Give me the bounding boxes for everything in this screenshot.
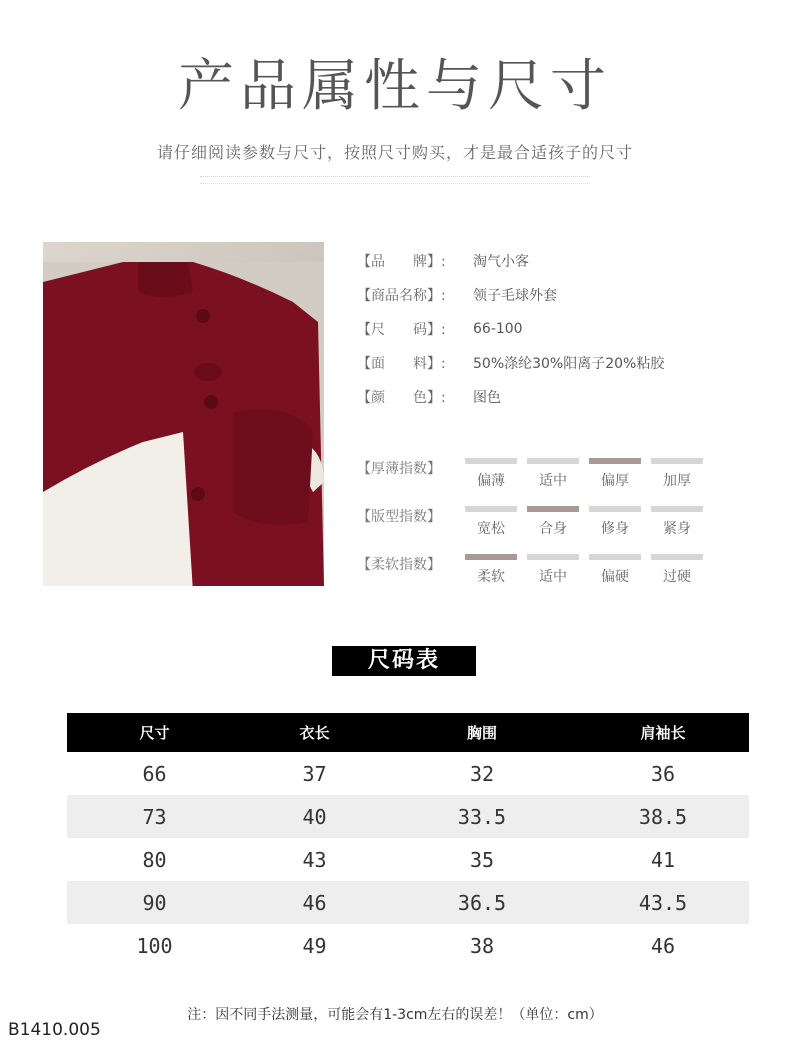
index-option — [527, 554, 579, 586]
size-table — [67, 713, 749, 967]
divider — [200, 176, 590, 184]
size-table-title: 尺码表 — [332, 646, 476, 676]
index-bar — [651, 458, 703, 464]
table-cell: 38 — [469, 933, 495, 958]
table-cell: 36 — [650, 761, 676, 786]
index-bar — [527, 506, 579, 512]
table-cell: 100 — [136, 933, 173, 958]
column-header: 衣长 — [299, 724, 330, 742]
table-cell: 90 — [142, 890, 167, 915]
index-option-label: 柔软 — [477, 569, 505, 585]
table-cell: 35 — [469, 847, 495, 872]
index-option-label: 偏硬 — [601, 569, 629, 585]
table-cell: 33.5 — [457, 804, 507, 829]
index-option-label: 适中 — [539, 569, 567, 585]
attribute-row — [357, 312, 664, 346]
table-cell: 80 — [142, 847, 167, 872]
index-option — [465, 458, 517, 490]
attribute-row — [357, 346, 664, 380]
index-bar — [651, 554, 703, 560]
table-row — [67, 795, 749, 838]
index-option-label: 合身 — [539, 521, 567, 537]
page-title: 产品属性与尺寸 — [178, 54, 612, 119]
attribute-key: 【颜 色】: — [357, 390, 446, 406]
index-bar — [589, 554, 641, 560]
index-option-label: 偏薄 — [477, 473, 505, 489]
index-bar — [589, 458, 641, 464]
measurement-note: 注：因不同手法测量，可能会有1-3cm左右的误差！（单位：cm） — [187, 1007, 603, 1023]
attribute-value: 66-100 — [473, 321, 523, 337]
attribute-key: 【品 牌】: — [357, 254, 446, 270]
index-bar — [465, 506, 517, 512]
page-subtitle: 请仔细阅读参数与尺寸，按照尺寸购买，才是最合适孩子的尺寸 — [156, 143, 633, 162]
attribute-value: 50%涤纶30%阳离子20%粘胶 — [473, 356, 665, 372]
table-row — [67, 752, 749, 795]
attribute-key: 【尺 码】: — [357, 322, 446, 338]
index-option-label: 偏厚 — [601, 473, 629, 489]
table-cell: 43.5 — [638, 890, 688, 915]
table-row — [67, 838, 749, 881]
table-cell: 41 — [650, 847, 676, 872]
column-header: 肩袖长 — [640, 724, 686, 742]
index-label: 【厚薄指数】 — [357, 461, 441, 477]
column-header: 胸围 — [466, 724, 497, 742]
index-label: 【柔软指数】 — [357, 557, 441, 573]
index-option — [465, 506, 517, 538]
index-option-label: 紧身 — [663, 521, 691, 537]
attribute-row — [357, 380, 664, 414]
index-option — [651, 554, 703, 586]
table-cell: 46 — [302, 890, 327, 915]
attribute-key: 【商品名称】: — [357, 288, 446, 304]
index-bar — [465, 458, 517, 464]
attribute-value: 淘气小客 — [473, 254, 529, 270]
table-cell: 36.5 — [457, 890, 507, 915]
attribute-value: 图色 — [473, 390, 501, 406]
index-option — [527, 506, 579, 538]
table-row — [67, 924, 749, 967]
table-cell: 43 — [302, 847, 327, 872]
index-option-label: 过硬 — [663, 569, 691, 585]
index-bar — [589, 506, 641, 512]
jacket-illustration — [43, 262, 324, 586]
table-cell: 32 — [469, 761, 495, 786]
product-photo — [43, 242, 324, 586]
table-cell: 37 — [302, 761, 327, 786]
table-cell: 46 — [650, 933, 676, 958]
index-option-label: 宽松 — [477, 521, 505, 537]
index-option — [651, 458, 703, 490]
index-label: 【版型指数】 — [357, 509, 441, 525]
table-cell: 40 — [302, 804, 327, 829]
column-header: 尺寸 — [139, 724, 170, 742]
index-option-label: 适中 — [539, 473, 567, 489]
index-option — [465, 554, 517, 586]
index-option — [651, 506, 703, 538]
index-bar — [465, 554, 517, 560]
attribute-row — [357, 244, 664, 278]
attribute-list — [357, 244, 664, 414]
index-option-label: 加厚 — [663, 473, 691, 489]
index-option-label: 修身 — [601, 521, 629, 537]
table-row — [67, 881, 749, 924]
index-option — [527, 458, 579, 490]
index-bar — [651, 506, 703, 512]
table-cell: 73 — [142, 804, 167, 829]
table-cell: 38.5 — [638, 804, 688, 829]
table-cell: 49 — [302, 933, 327, 958]
attribute-value: 领子毛球外套 — [473, 288, 557, 304]
index-bar — [527, 458, 579, 464]
index-option — [589, 506, 641, 538]
table-header — [67, 713, 749, 752]
attribute-row — [357, 278, 664, 312]
table-cell: 66 — [142, 761, 167, 786]
index-bar — [527, 554, 579, 560]
index-option — [589, 458, 641, 490]
index-option — [589, 554, 641, 586]
product-code: B1410.005 — [8, 1020, 101, 1040]
attribute-key: 【面 料】: — [357, 356, 446, 372]
